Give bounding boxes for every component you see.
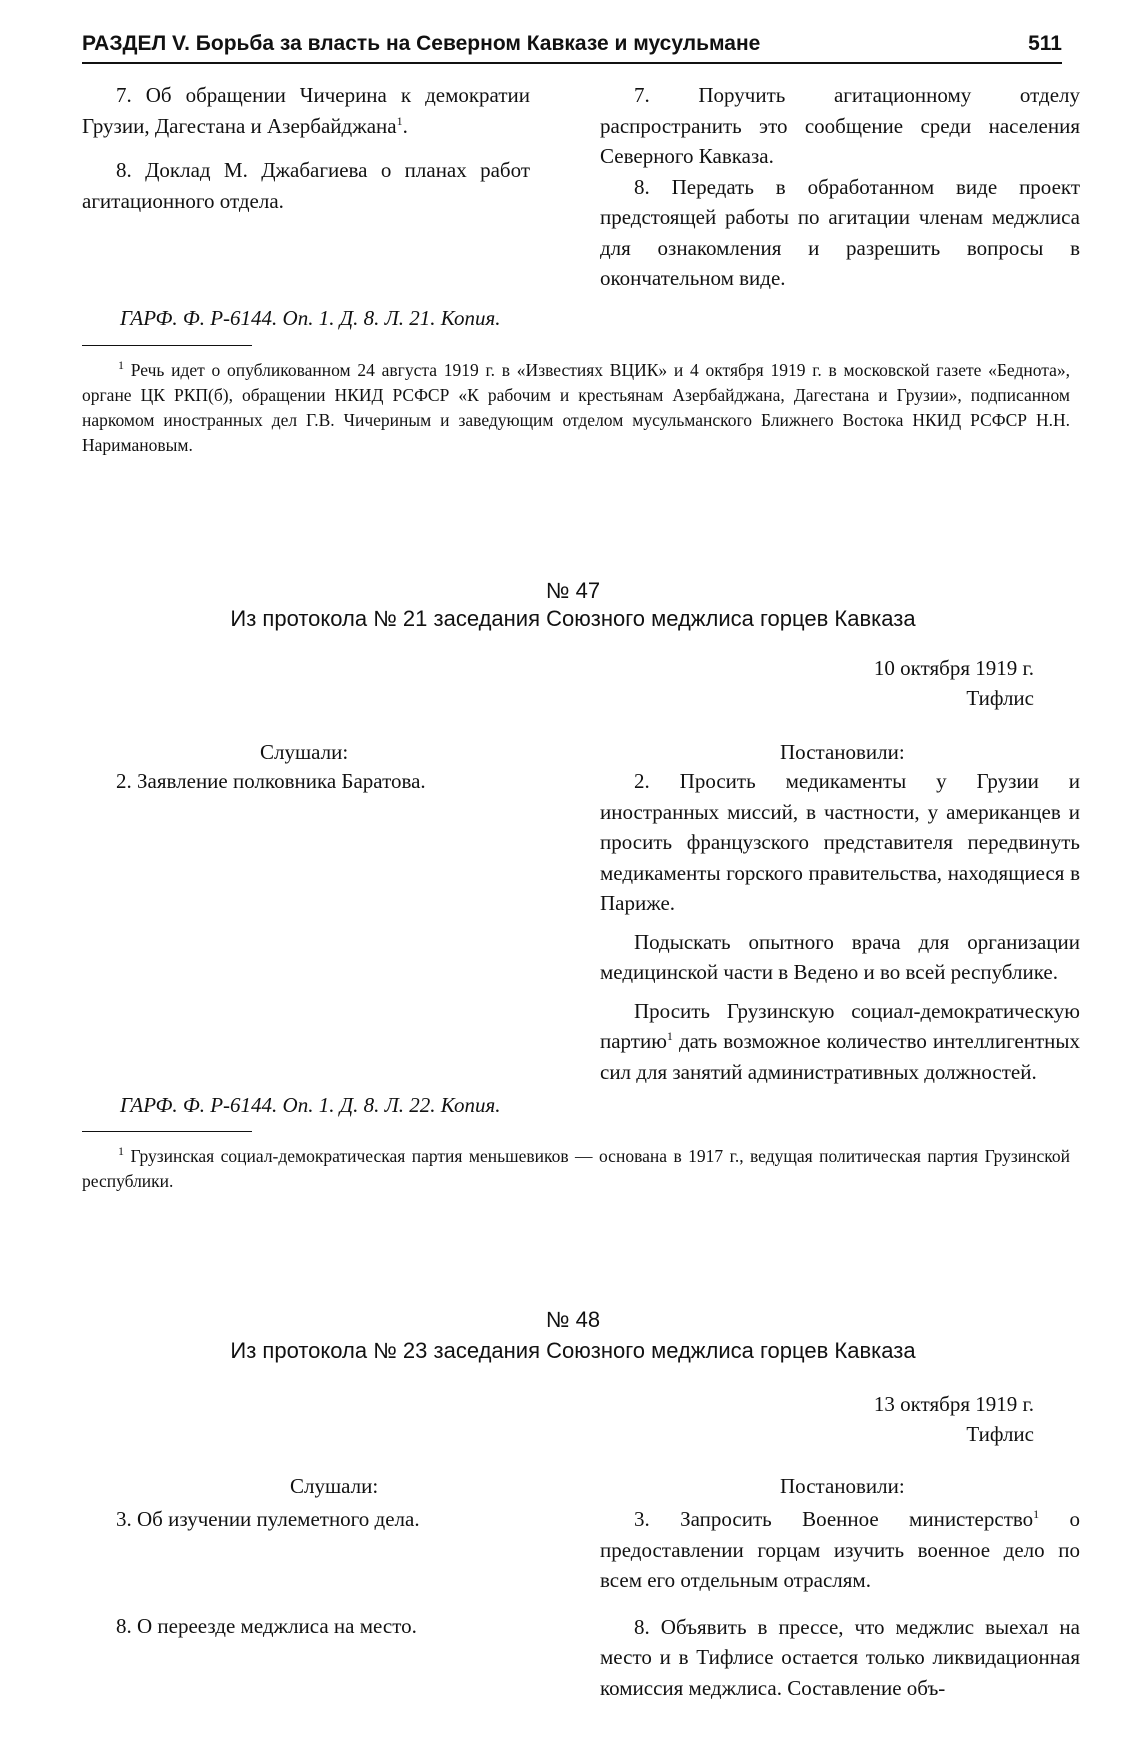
doc-47-decided-column <box>600 766 1080 1087</box>
doc-48-title: Из протокола № 23 заседания Союзного меджлиса горцев Кавказа <box>230 1338 916 1363</box>
footnote-top: $^1$ Речь идет о опубликованном 24 августа 1919 г. в «Известиях ВЦИК» и 4 октября 1919 г. в московской газете «Беднота», органе ЦК РКП(б), обращении НКИД РСФСР «К рабочим и крестьянам Азербайджана, Дагестана и Грузии», подписанном наркомом иностранных дел Г.В. Чичериным и заведующим отделом мусульманского Ближнего Востока НКИД РСФСР Н.Н. Наримановым. <box>82 358 1070 455</box>
doc-47-heard-item: 2. Заявление полковника Баратова. <box>116 769 426 793</box>
footnote-ref: 1 <box>666 1029 673 1043</box>
doc-47-decided-label: Постановили: <box>780 740 905 764</box>
doc-47-number: № 47 <box>545 578 601 603</box>
footnote-ref: 1 <box>396 113 403 128</box>
doc-48-decided-column <box>600 1504 1080 1703</box>
footnote-rule <box>82 1131 252 1132</box>
top-right-item-7: 7. Поручить агитационному отделу распространить это сообщение среди населения Северного Кавказа. <box>600 83 1080 168</box>
doc-48-heard-item-8: 8. О переезде меджлиса на место. <box>116 1614 417 1638</box>
archive-source-22: ГАРФ. Ф. Р-6144. Оп. 1. Д. 8. Л. 22. Копия. <box>120 1093 501 1117</box>
doc-48-place: Тифлис <box>966 1422 1034 1446</box>
doc-48-decided-item-8: 8. Объявить в прессе, что меджлис выехал на место и в Тифлисе остается только ликвидационная комиссия меджлиса. Составление объ- <box>600 1614 1080 1700</box>
top-right-column <box>600 80 1080 294</box>
top-right-item-8: 8. Передать в обработанном виде проект предстоящей работы по агитации членам меджлиса для ознакомления и разрешить вопросы в окончательном виде. <box>600 174 1080 290</box>
footnote-doc-47: $^1$ Грузинская социал-демократическая партия меньшевиков — основана в 1917 г., ведущая политическая партия Грузинской республики. <box>82 1144 1070 1191</box>
page-number: 511 <box>1028 32 1062 55</box>
doc-48-decided-item-3: 3. Запросить Военное министерство$^1$ о предоставлении горцам изучить военное дело по всем его отдельным отраслям. <box>600 1507 1080 1592</box>
footnote-rule <box>82 345 252 346</box>
doc-47-decided-item: 2. Просить медикаменты у Грузии и иностранных миссий, в частности, у американцев и просить французского представителя передвинуть медикаменты горского правительства, находящиеся в Париже. <box>600 769 1080 915</box>
doc-48-number: № 48 <box>545 1307 601 1332</box>
doc-48-heard-item-3: 3. Об изучении пулеметного дела. <box>116 1507 420 1531</box>
doc-48-date: 13 октября 1919 г. <box>873 1392 1034 1416</box>
doc-47-date: 10 октября 1919 г. <box>873 656 1034 680</box>
doc-48-decided-label: Постановили: <box>780 1474 905 1498</box>
footnote-ref: 1 <box>1033 1507 1040 1521</box>
doc-47-heard-label: Слушали: <box>260 740 349 764</box>
doc-47-decided-item: Подыскать опытного врача для организации медицинской части в Ведено и во всей республике. <box>600 929 1080 984</box>
archive-source-21: ГАРФ. Ф. Р-6144. Оп. 1. Д. 8. Л. 21. Копия. <box>120 306 501 330</box>
doc-47-decided-item: Просить Грузинскую социал-демократическую партию$^1$ дать возможное количество интеллигентных сил для занятий административных должностей. <box>600 998 1080 1084</box>
doc-47-title: Из протокола № 21 заседания Союзного меджлиса горцев Кавказа <box>230 606 916 631</box>
section-title: РАЗДЕЛ V. Борьба за власть на Северном Кавказе и мусульмане <box>82 32 761 55</box>
top-left-column <box>82 80 530 216</box>
doc-47-place: Тифлис <box>966 686 1034 710</box>
doc-48-heard-label: Слушали: <box>290 1474 379 1498</box>
top-left-item-7: 7. Об обращении Чичерина к демократии Грузии, Дагестана и Азербайджана$^1$. <box>82 83 530 138</box>
top-left-item-8: 8. Доклад М. Джабагиева о планах работ агитационного отдела. <box>82 158 530 213</box>
running-header <box>82 28 1062 64</box>
